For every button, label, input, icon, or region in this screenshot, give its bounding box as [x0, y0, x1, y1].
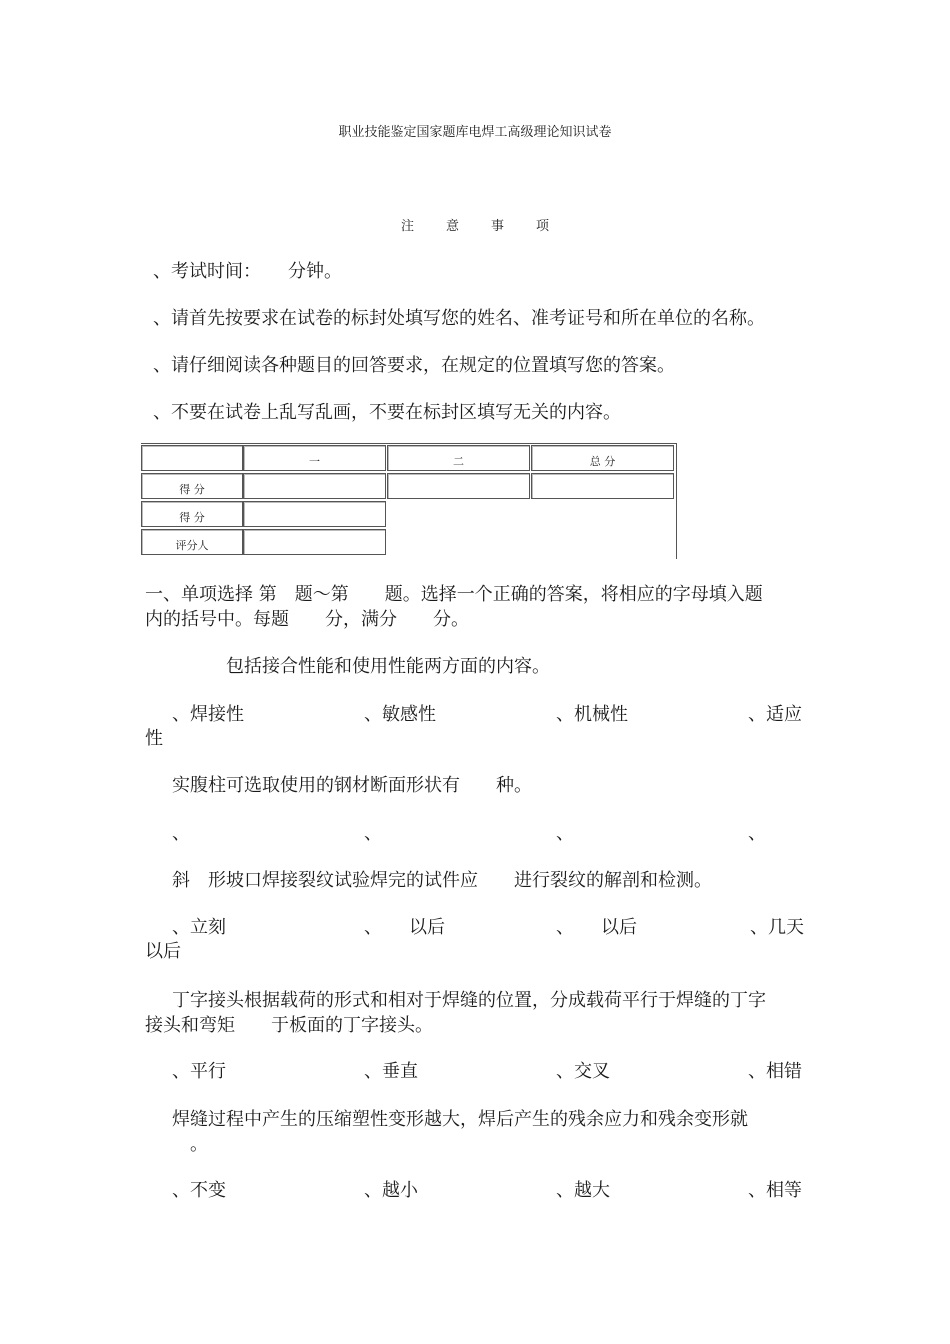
table-row-label: 得 分: [141, 473, 243, 499]
question-4-option-d[interactable]: 、相错: [748, 1061, 802, 1082]
question-1-stem: 包括接合性能和使用性能两方面的内容。: [172, 656, 550, 677]
table-header-cell: 一: [243, 445, 386, 471]
notice-char: 项: [536, 219, 550, 234]
question-4-option-c[interactable]: 、交叉: [556, 1061, 610, 1082]
section-heading-line1: 一、单项选择 第 题～第 题。选择一个正确的答案，将相应的字母填入题: [145, 584, 763, 605]
page-title: 职业技能鉴定国家题库电焊工高级理论知识试卷: [338, 125, 612, 140]
notice-char: 事: [491, 219, 505, 234]
table-border: [141, 443, 677, 444]
score-cell[interactable]: [243, 473, 386, 499]
score-cell[interactable]: [243, 501, 386, 527]
notice-char: 意: [445, 219, 459, 234]
question-5-stem-cont: 。: [172, 1134, 208, 1155]
question-2-option-d[interactable]: 、: [748, 823, 766, 844]
question-5-option-c[interactable]: 、越大: [556, 1180, 610, 1201]
grader-cell[interactable]: [243, 529, 386, 555]
question-4-option-b[interactable]: 、垂直: [364, 1061, 418, 1082]
question-2-option-b[interactable]: 、: [364, 823, 382, 844]
question-2-stem: 实腹柱可选取使用的钢材断面形状有 种。: [172, 775, 532, 796]
notice-char: 注: [400, 219, 414, 234]
question-4-stem-cont: 接头和弯矩 于板面的丁字接头。: [145, 1015, 433, 1036]
table-border: [676, 443, 677, 559]
question-1-option-d-wrap: 性: [145, 728, 163, 749]
question-2-option-c[interactable]: 、: [556, 823, 574, 844]
question-1-option-a[interactable]: 、焊接性: [172, 704, 244, 725]
score-cell[interactable]: [531, 473, 674, 499]
instruction-3: 、请仔细阅读各种题目的回答要求，在规定的位置填写您的答案。: [153, 355, 675, 376]
question-3-option-b[interactable]: 、 以后: [364, 917, 445, 938]
instruction-2: 、请首先按要求在试卷的标封处填写您的姓名、准考证号和所在单位的名称。: [153, 308, 765, 329]
instruction-4: 、不要在试卷上乱写乱画，不要在标封区填写无关的内容。: [153, 402, 621, 423]
score-cell[interactable]: [387, 473, 530, 499]
question-3-option-a[interactable]: 、立刻: [172, 917, 226, 938]
question-4-stem: 丁字接头根据载荷的形式和相对于焊缝的位置，分成载荷平行于焊缝的丁字: [172, 990, 766, 1011]
question-3-stem: 斜 形坡口焊接裂纹试验焊完的试件应 进行裂纹的解剖和检测。: [172, 870, 712, 891]
question-2-option-a[interactable]: 、: [172, 823, 190, 844]
question-1-option-c[interactable]: 、机械性: [556, 704, 628, 725]
table-header-cell: 二: [387, 445, 530, 471]
question-1-option-b[interactable]: 、敏感性: [364, 704, 436, 725]
question-3-option-c[interactable]: 、 以后: [556, 917, 637, 938]
notice-heading: [0, 215, 950, 234]
table-row-label: 评分人: [141, 529, 243, 555]
question-5-option-a[interactable]: 、不变: [172, 1180, 226, 1201]
question-3-option-d[interactable]: 、几天: [750, 917, 804, 938]
table-header-cell: [141, 445, 243, 471]
score-table: [141, 443, 678, 559]
instruction-1: 、考试时间： 分钟。: [153, 261, 342, 282]
question-3-option-d-wrap: 以后: [145, 941, 181, 962]
question-5-option-b[interactable]: 、越小: [364, 1180, 418, 1201]
table-row-label: 得 分: [141, 501, 243, 527]
question-5-option-d[interactable]: 、相等: [748, 1180, 802, 1201]
table-header-cell: 总 分: [531, 445, 674, 471]
question-1-option-d[interactable]: 、适应: [748, 704, 802, 725]
question-4-option-a[interactable]: 、平行: [172, 1061, 226, 1082]
section-heading-line2: 内的括号中。每题 分，满分 分。: [145, 609, 469, 630]
question-5-stem: 焊缝过程中产生的压缩塑性变形越大，焊后产生的残余应力和残余变形就: [172, 1109, 748, 1130]
